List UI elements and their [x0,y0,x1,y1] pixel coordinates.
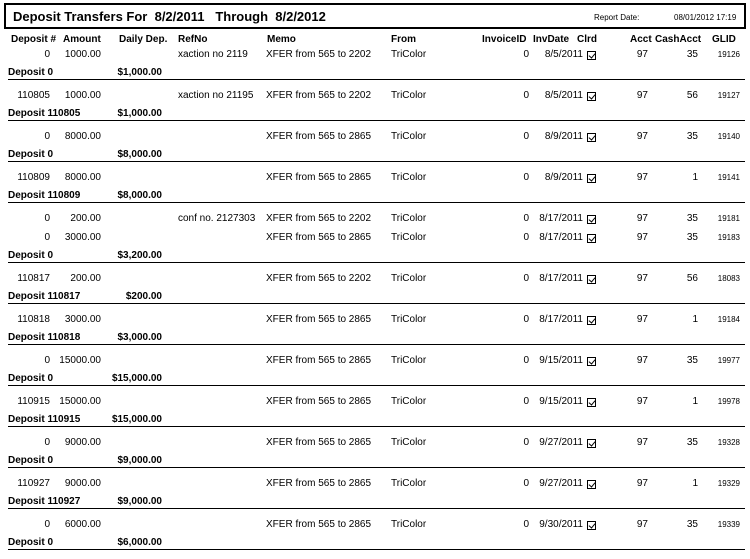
cash-acct-value: 1 [692,396,698,407]
cash-acct-value: 1 [692,478,698,489]
amount-value: 3000.00 [64,232,101,243]
cleared-checkbox[interactable] [587,92,596,101]
amount-value: 3000.00 [64,314,101,325]
amount-value: 1000.00 [64,49,101,60]
col-header-memo: Memo [267,34,296,45]
deposit-number: 110927 [17,478,50,489]
deposit-subtotal-amount: $15,000.00 [111,373,162,384]
amount-value: 15000.00 [59,355,101,366]
memo-value: XFER from 565 to 2865 [266,172,372,183]
cleared-checkbox[interactable] [587,174,596,183]
deposit-number: 110915 [17,396,50,407]
group-divider [8,508,745,509]
col-header-invoiceid: InvoiceID [482,34,527,45]
glid-value: 19329 [717,479,740,488]
acct-value: 97 [636,478,648,489]
col-header-cashacct: CashAcct [655,34,702,45]
acct-value: 97 [636,131,648,142]
glid-value: 19126 [717,50,740,59]
glid-value: 19184 [717,315,740,324]
inv-date-value: 8/17/2011 [539,273,583,284]
col-header-daily-dep: Daily Dep. [119,34,168,45]
from-value: TriColor [391,437,427,448]
memo-value: XFER from 565 to 2865 [266,314,372,325]
deposit-number: 0 [44,131,50,142]
invoice-id-value: 0 [523,314,529,325]
deposit-subtotal-label: Deposit 110817 [8,291,81,302]
group-divider [8,303,745,304]
from-value: TriColor [391,396,427,407]
invoice-id-value: 0 [523,355,529,366]
deposit-subtotal-label: Deposit 0 [8,537,54,548]
deposit-subtotal-label: Deposit 110915 [8,414,81,425]
amount-value: 8000.00 [64,131,101,142]
amount-value: 9000.00 [64,478,101,489]
acct-value: 97 [636,355,648,366]
deposit-number: 110805 [17,90,50,101]
cleared-checkbox[interactable] [587,234,596,243]
deposit-subtotal-label: Deposit 110818 [8,332,81,343]
cleared-checkbox[interactable] [587,133,596,142]
invoice-id-value: 0 [523,273,529,284]
inv-date-value: 8/9/2011 [544,131,583,142]
deposit-number: 0 [44,232,50,243]
cleared-checkbox[interactable] [587,51,596,60]
cash-acct-value: 35 [686,232,698,243]
inv-date-value: 9/27/2011 [539,437,583,448]
glid-value: 19141 [717,173,740,182]
amount-value: 8000.00 [64,172,101,183]
cash-acct-value: 35 [686,437,698,448]
amount-value: 1000.00 [64,90,101,101]
col-header-invdate: InvDate [533,34,570,45]
inv-date-value: 8/17/2011 [539,314,583,325]
deposit-subtotal-amount: $9,000.00 [117,455,162,466]
inv-date-value: 8/17/2011 [539,232,583,243]
cash-acct-value: 1 [692,172,698,183]
col-header-glid: GLID [712,34,736,45]
from-value: TriColor [391,273,427,284]
deposit-number: 110818 [17,314,50,325]
deposit-number: 0 [44,437,50,448]
memo-value: XFER from 565 to 2202 [266,49,372,60]
group-divider [8,79,745,80]
glid-value: 19140 [717,132,740,141]
memo-value: XFER from 565 to 2202 [266,213,372,224]
cash-acct-value: 56 [686,273,698,284]
memo-value: XFER from 565 to 2865 [266,131,372,142]
deposit-subtotal-amount: $3,000.00 [117,332,162,343]
report-date-label: Report Date: [594,13,640,22]
deposit-subtotal-label: Deposit 0 [8,373,54,384]
cash-acct-value: 35 [686,49,698,60]
glid-value: 19181 [717,214,740,223]
acct-value: 97 [636,90,648,101]
deposit-number: 110809 [17,172,50,183]
col-header-amount: Amount [63,34,101,45]
memo-value: XFER from 565 to 2865 [266,519,372,530]
deposit-number: 0 [44,49,50,60]
invoice-id-value: 0 [523,131,529,142]
from-value: TriColor [391,478,427,489]
from-value: TriColor [391,131,427,142]
deposit-number: 110817 [17,273,50,284]
glid-value: 19183 [717,233,740,242]
acct-value: 97 [636,213,648,224]
deposit-subtotal-label: Deposit 0 [8,250,54,261]
col-header-refno: RefNo [178,34,208,45]
glid-value: 19328 [717,438,740,447]
glid-value: 18083 [717,274,740,283]
acct-value: 97 [636,437,648,448]
deposit-subtotal-label: Deposit 110809 [8,190,81,201]
refno-value: xaction no 2119 [178,49,248,60]
invoice-id-value: 0 [523,172,529,183]
deposit-subtotal-amount: $9,000.00 [117,496,162,507]
memo-value: XFER from 565 to 2202 [266,273,372,284]
acct-value: 97 [636,314,648,325]
acct-value: 97 [636,49,648,60]
memo-value: XFER from 565 to 2865 [266,355,372,366]
cleared-checkbox[interactable] [587,439,596,448]
group-divider [8,344,745,345]
group-divider [8,202,745,203]
invoice-id-value: 0 [523,437,529,448]
invoice-id-value: 0 [523,232,529,243]
cash-acct-value: 35 [686,131,698,142]
from-value: TriColor [391,49,427,60]
amount-value: 200.00 [70,213,101,224]
deposit-number: 0 [44,519,50,530]
group-divider [8,549,745,550]
deposit-subtotal-amount: $200.00 [125,291,162,302]
deposit-number: 0 [44,355,50,366]
memo-value: XFER from 565 to 2865 [266,396,372,407]
inv-date-value: 8/17/2011 [539,213,583,224]
glid-value: 19977 [717,356,740,365]
deposit-subtotal-amount: $8,000.00 [117,190,162,201]
col-header-acct: Acct [630,34,652,45]
group-divider [8,262,745,263]
cash-acct-value: 1 [692,314,698,325]
invoice-id-value: 0 [523,90,529,101]
cash-acct-value: 35 [686,355,698,366]
from-value: TriColor [391,90,427,101]
deposit-subtotal-amount: $15,000.00 [111,414,162,425]
from-value: TriColor [391,172,427,183]
amount-value: 200.00 [70,273,101,284]
glid-value: 19339 [717,520,740,529]
cleared-checkbox[interactable] [587,398,596,407]
deposit-subtotal-label: Deposit 0 [8,67,54,78]
acct-value: 97 [636,519,648,530]
group-divider [8,120,745,121]
acct-value: 97 [636,396,648,407]
group-divider [8,161,745,162]
amount-value: 15000.00 [59,396,101,407]
glid-value: 19127 [717,91,740,100]
cleared-checkbox[interactable] [587,316,596,325]
from-value: TriColor [391,519,427,530]
memo-value: XFER from 565 to 2202 [266,90,372,101]
cleared-checkbox[interactable] [587,521,596,530]
inv-date-value: 9/15/2011 [539,396,583,407]
inv-date-value: 8/5/2011 [544,49,583,60]
amount-value: 9000.00 [64,437,101,448]
deposit-subtotal-label: Deposit 110805 [8,108,81,119]
from-value: TriColor [391,213,427,224]
group-divider [8,426,745,427]
deposit-subtotal-label: Deposit 110927 [8,496,81,507]
from-value: TriColor [391,314,427,325]
deposit-subtotal-label: Deposit 0 [8,149,54,160]
invoice-id-value: 0 [523,49,529,60]
cleared-checkbox[interactable] [587,357,596,366]
deposit-subtotal-amount: $8,000.00 [117,149,162,160]
cleared-checkbox[interactable] [587,215,596,224]
col-header-from: From [391,34,416,45]
acct-value: 97 [636,172,648,183]
memo-value: XFER from 565 to 2865 [266,437,372,448]
col-header-deposit: Deposit # [11,34,57,45]
invoice-id-value: 0 [523,519,529,530]
cash-acct-value: 35 [686,213,698,224]
deposit-subtotal-amount: $1,000.00 [117,67,162,78]
amount-value: 6000.00 [64,519,101,530]
memo-value: XFER from 565 to 2865 [266,232,372,243]
inv-date-value: 9/30/2011 [539,519,583,530]
from-value: TriColor [391,232,427,243]
report-title: Deposit Transfers For 8/2/2011 Through 8/2/2012 [13,9,326,24]
deposit-number: 0 [44,213,50,224]
cleared-checkbox[interactable] [587,480,596,489]
acct-value: 97 [636,273,648,284]
group-divider [8,385,745,386]
refno-value: conf no. 2127303 [178,213,256,224]
invoice-id-value: 0 [523,396,529,407]
refno-value: xaction no 21195 [178,90,254,101]
glid-value: 19978 [717,397,740,406]
inv-date-value: 9/15/2011 [539,355,583,366]
inv-date-value: 8/9/2011 [544,172,583,183]
cash-acct-value: 35 [686,519,698,530]
deposit-subtotal-amount: $6,000.00 [117,537,162,548]
report-date-value: 08/01/2012 17:19 [674,13,737,22]
inv-date-value: 8/5/2011 [544,90,583,101]
col-header-clrd: Clrd [577,34,597,45]
deposit-subtotal-amount: $1,000.00 [117,108,162,119]
acct-value: 97 [636,232,648,243]
deposit-subtotal-label: Deposit 0 [8,455,54,466]
from-value: TriColor [391,355,427,366]
cash-acct-value: 56 [686,90,698,101]
group-divider [8,467,745,468]
inv-date-value: 9/27/2011 [539,478,583,489]
memo-value: XFER from 565 to 2865 [266,478,372,489]
invoice-id-value: 0 [523,478,529,489]
invoice-id-value: 0 [523,213,529,224]
deposit-subtotal-amount: $3,200.00 [117,250,162,261]
cleared-checkbox[interactable] [587,275,596,284]
